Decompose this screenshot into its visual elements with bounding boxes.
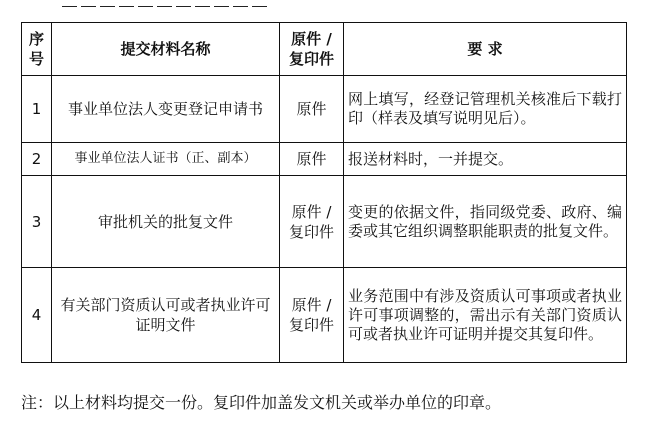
row-original-copy: 原件 bbox=[280, 143, 344, 176]
row-original-copy: 原件 / 复印件 bbox=[280, 176, 344, 268]
row-requirement: 变更的依据文件，指同级党委、政府、编委或其它组织调整职能职责的批复文件。 bbox=[344, 176, 627, 268]
table-row bbox=[22, 143, 627, 176]
header-original-copy: 原件 / 复印件 bbox=[280, 23, 344, 76]
header-material-name: 提交材料名称 bbox=[52, 23, 280, 76]
row-requirement: 报送材料时，一并提交。 bbox=[344, 143, 627, 176]
row-no: 2 bbox=[22, 143, 52, 176]
header-requirements: 要 求 bbox=[344, 23, 627, 76]
header-no: 序号 bbox=[22, 23, 52, 76]
row-material-name: 审批机关的批复文件 bbox=[52, 176, 280, 268]
row-no: 1 bbox=[22, 76, 52, 143]
row-original-copy: 原件 / 复印件 bbox=[280, 268, 344, 363]
row-no: 4 bbox=[22, 268, 52, 363]
footnote: 注：以上材料均提交一份。复印件加盖发文机关或举办单位的印章。 bbox=[21, 393, 502, 412]
row-original-copy: 原件 bbox=[280, 76, 344, 143]
table-row bbox=[22, 176, 627, 268]
table-row bbox=[22, 268, 627, 363]
row-material-name: 有关部门资质认可或者执业许可证明文件 bbox=[52, 268, 280, 363]
row-requirement: 业务范围中有涉及资质认可事项或者执业许可事项调整的，需出示有关部门资质认可或者执业许可证明并提交其复印件。 bbox=[344, 268, 627, 363]
table-row bbox=[22, 76, 627, 143]
row-no: 3 bbox=[22, 176, 52, 268]
cropped-heading-fragment bbox=[62, 0, 292, 10]
materials-table bbox=[21, 22, 627, 363]
row-requirement: 网上填写，经登记管理机关核准后下载打印（样表及填写说明见后）。 bbox=[344, 76, 627, 143]
row-material-name: 事业单位法人变更登记申请书 bbox=[52, 76, 280, 143]
row-material-name: 事业单位法人证书（正、副本） bbox=[52, 143, 280, 176]
table-header-row bbox=[22, 23, 627, 76]
